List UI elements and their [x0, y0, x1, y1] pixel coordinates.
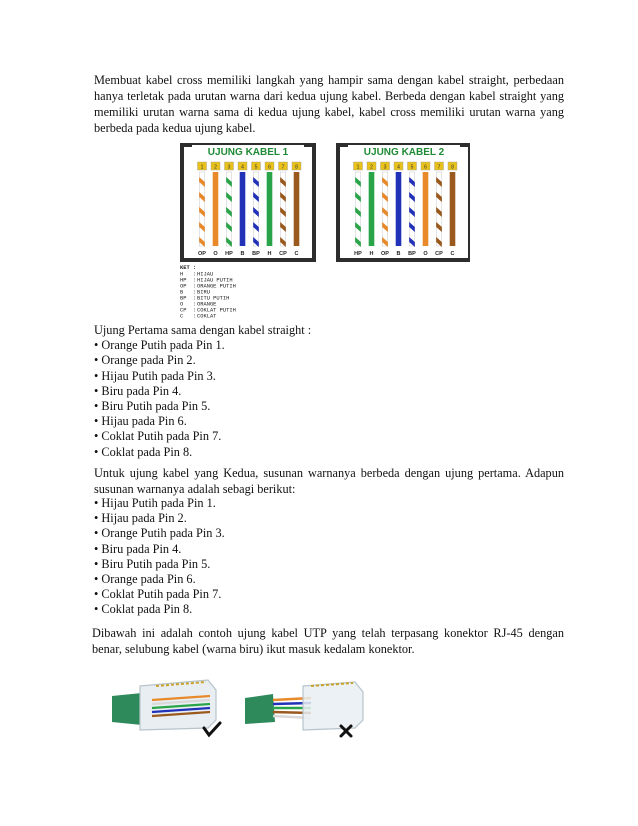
- wire-label: H: [267, 251, 272, 257]
- wire-c: [294, 172, 300, 246]
- connector-1: [182, 145, 314, 260]
- second-end-list-item: • Coklat Putih pada Pin 7.: [94, 587, 225, 602]
- second-end-list-item: • Hijau pada Pin 2.: [94, 511, 225, 526]
- wire-o: [213, 172, 219, 246]
- wire-label: BP: [252, 251, 260, 257]
- wire-h: [369, 172, 375, 246]
- key-separator: :: [193, 313, 197, 318]
- wire-label: BP: [408, 251, 416, 257]
- key-separator: :: [193, 289, 197, 296]
- key-code: HP: [180, 277, 187, 284]
- wrong-connector-photo: [245, 668, 367, 743]
- wire-b: [396, 172, 402, 246]
- cable-jacket-green: [245, 694, 275, 724]
- key-code: CP: [180, 307, 187, 314]
- pin-number: 7: [437, 164, 441, 171]
- second-end-list-item: • Hijau Putih pada Pin 1.: [94, 496, 225, 511]
- first-end-list-item: • Coklat Putih pada Pin 7.: [94, 429, 311, 444]
- key-separator: :: [193, 301, 197, 308]
- first-end-list-item: • Orange pada Pin 2.: [94, 353, 311, 368]
- wire-label: H: [369, 251, 374, 257]
- pin-number: 6: [268, 164, 271, 171]
- wire-label: B: [396, 251, 401, 257]
- wire-label: OP: [381, 251, 389, 257]
- connector-example-paragraph: Dibawah ini adalah contoh ujung kabel UTP yang telah terpasang konektor RJ-45 dengan benar, selubung kabel (warna biru) ikut masuk kedalam konektor.: [92, 626, 564, 656]
- rj45-connector: [303, 682, 363, 730]
- first-end-list-item: • Orange Putih pada Pin 1.: [94, 338, 311, 353]
- pin-number: 3: [227, 164, 231, 171]
- wire-label: O: [423, 251, 428, 257]
- pin-number: 6: [424, 164, 427, 171]
- connector-2-title: UJUNG KABEL 2: [363, 147, 445, 158]
- diagram-key: [180, 265, 236, 318]
- wire-label: CP: [279, 251, 287, 257]
- key-code: O: [180, 301, 184, 308]
- wire-b: [240, 172, 246, 246]
- pin-number: 3: [383, 164, 387, 171]
- pin-number: 4: [397, 164, 400, 171]
- pin-number: 7: [281, 164, 285, 171]
- second-end-list-item: • Orange pada Pin 6.: [94, 572, 225, 587]
- pin-number: 4: [241, 164, 244, 171]
- key-name: COKLAT: [197, 313, 217, 318]
- wire-label: C: [294, 251, 299, 257]
- wire-label: OP: [198, 251, 206, 257]
- key-name: COKLAT PUTIH: [197, 307, 236, 314]
- key-name: BIRU: [197, 289, 210, 296]
- key-code: C: [180, 313, 184, 318]
- first-end-list-item: • Biru pada Pin 4.: [94, 384, 311, 399]
- pin-number: 8: [451, 164, 454, 171]
- wire-label: O: [213, 251, 218, 257]
- second-end-list-item: • Coklat pada Pin 8.: [94, 602, 225, 617]
- key-separator: :: [193, 271, 197, 278]
- pin-number: 8: [295, 164, 298, 171]
- pin-number: 1: [356, 164, 360, 171]
- cross-cable-diagram: [180, 143, 470, 318]
- key-code: B: [180, 289, 184, 296]
- correct-connector-photo: [112, 668, 230, 743]
- pin-number: 5: [410, 164, 414, 171]
- key-name: ORANGE PUTIH: [197, 283, 236, 290]
- connector-2: [338, 145, 470, 260]
- connector-1-title: UJUNG KABEL 1: [207, 147, 289, 158]
- second-end-paragraph: Untuk ujung kabel yang Kedua, susunan warnanya berbeda dengan ujung pertama. Adapun susunan warnanya adalah sebagi berikut:: [94, 466, 564, 496]
- wire-label: C: [450, 251, 455, 257]
- second-end-list-item: • Biru Putih pada Pin 5.: [94, 557, 225, 572]
- second-end-list: [94, 496, 225, 618]
- pin-number: 2: [370, 164, 373, 171]
- key-title: KET :: [180, 265, 197, 271]
- pin-number: 1: [200, 164, 204, 171]
- first-end-list-item: • Coklat pada Pin 8.: [94, 445, 311, 460]
- key-code: OP: [180, 283, 187, 290]
- wire-label: B: [240, 251, 245, 257]
- pin-number: 2: [214, 164, 217, 171]
- key-name: BITU PUTIH: [197, 295, 230, 302]
- key-name: HIJAU PUTIH: [197, 277, 233, 284]
- pin-number: 5: [254, 164, 258, 171]
- wire-h: [267, 172, 273, 246]
- wire-label: HP: [225, 251, 233, 257]
- wire-o: [423, 172, 429, 246]
- key-separator: :: [193, 295, 197, 302]
- first-end-list-item: • Hijau pada Pin 6.: [94, 414, 311, 429]
- key-separator: :: [193, 277, 197, 284]
- wire-c: [450, 172, 456, 246]
- second-end-list-item: • Orange Putih pada Pin 3.: [94, 526, 225, 541]
- first-end-list-item: • Biru Putih pada Pin 5.: [94, 399, 311, 414]
- wire-label: CP: [435, 251, 443, 257]
- key-separator: :: [193, 307, 197, 314]
- key-code: BP: [180, 295, 187, 302]
- key-name: ORANGE: [197, 301, 217, 308]
- first-end-list-item: • Hijau Putih pada Pin 3.: [94, 369, 311, 384]
- second-end-list-item: • Biru pada Pin 4.: [94, 542, 225, 557]
- first-end-intro: Ujung Pertama sama dengan kabel straight :: [94, 323, 312, 337]
- first-end-list: [94, 323, 311, 460]
- intro-paragraph: Membuat kabel cross memiliki langkah yang hampir sama dengan kabel straight, perbedaan hanya terletak pada urutan warna dari kedua ujung kabel. Berbeda dengan kabel straight yang memiliki urutan warna sama di kedua ujung kabel, kabel cross memiliki urutan warna yang berbeda pada kedua ujung kabel.: [94, 73, 564, 135]
- wire-label: HP: [354, 251, 362, 257]
- key-name: HIJAU: [197, 271, 214, 278]
- key-separator: :: [193, 283, 197, 290]
- key-code: H: [180, 271, 184, 278]
